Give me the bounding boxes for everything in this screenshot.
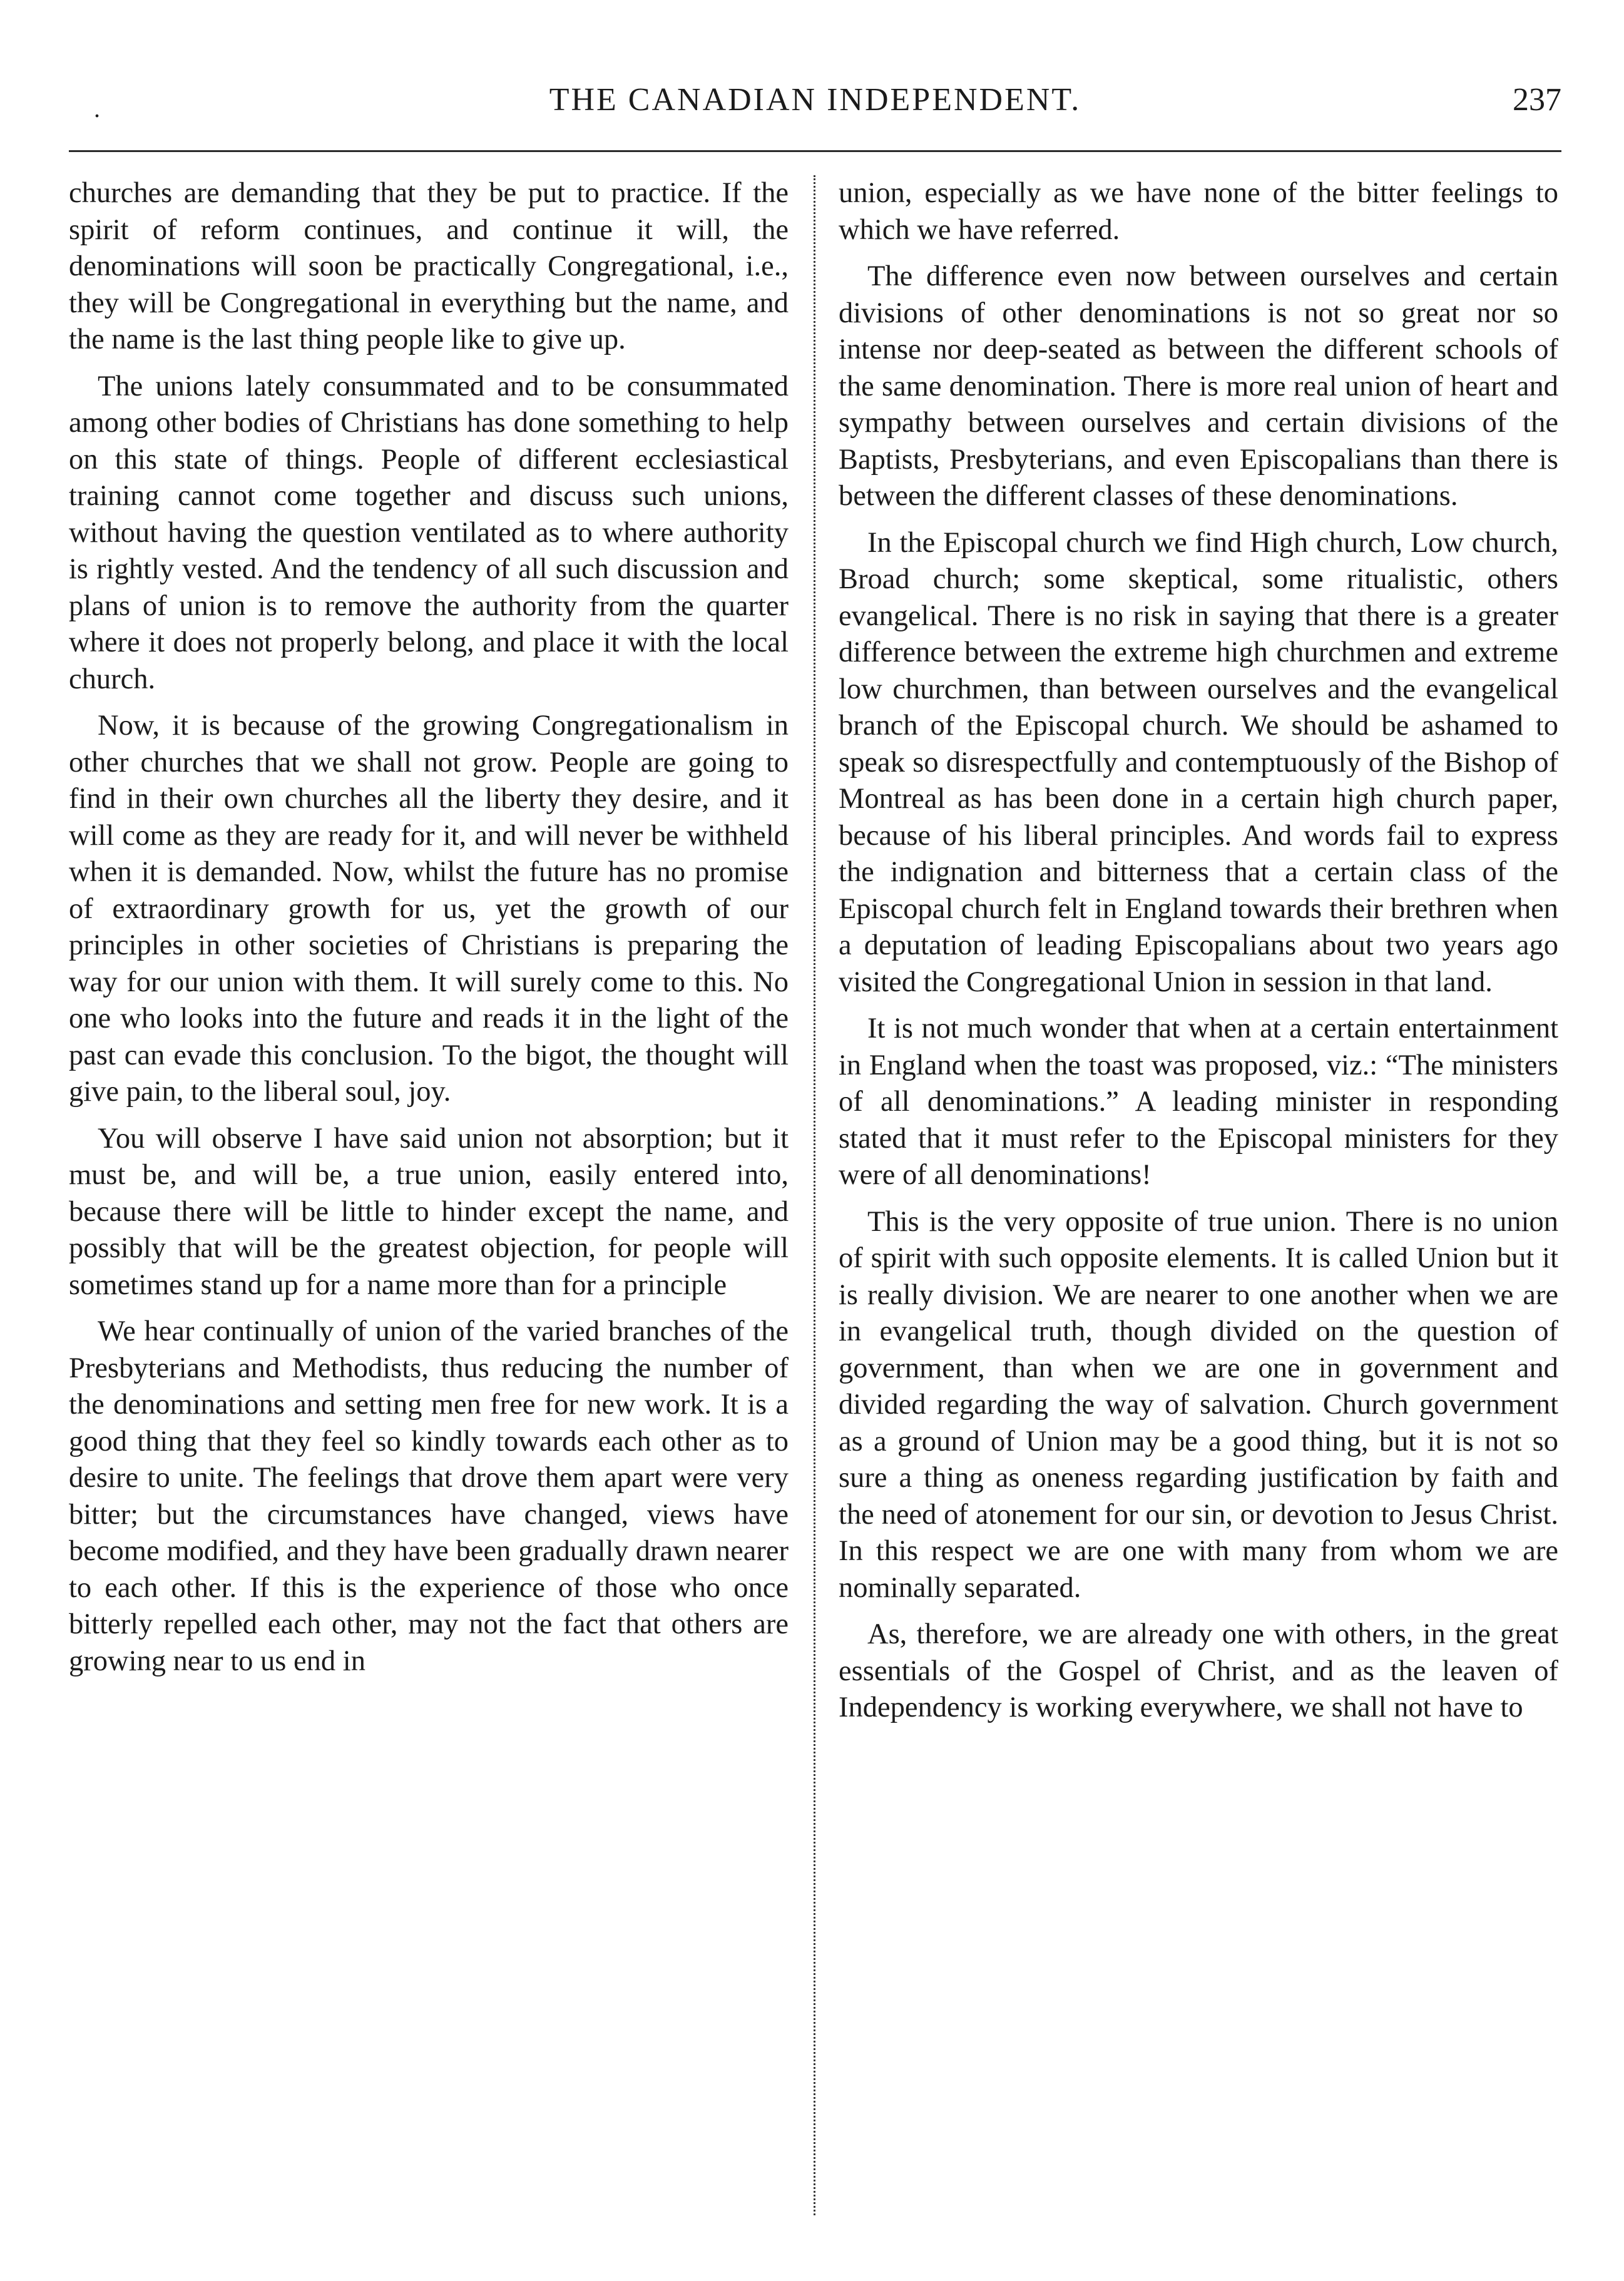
paragraph: The unions lately consummated and to be consummated among other bodies of Christians has done something to help on this state of things. People of different ecclesiastical training cannot come together and discuss such unions, without having the question ventilated as to where authority is rightly vested. And the tendency of all such discussion and plans of union is to remove the authority from the quarter where it does not properly belong, and place it with the local church. bbox=[69, 370, 789, 695]
paragraph: You will observe I have said union not absorption; but it must be, and will be, a true union, easily entered into, because there will be little to hinder except the name, and possibly that will be the greatest objection, for people will sometimes stand up for a name more than for a principle bbox=[69, 1122, 789, 1301]
paragraph: This is the very opposite of true union. There is no union of spirit with such opposite elements. It is called Union but it is really division. We are nearer to one another when we are in evangelical truth, though divided on the question of government, than when we are one in government and divided regarding the way of salvation. Church government as a ground of Union may be a good thing, but it is not so sure a thing as oneness regarding justification by faith and the need of atonement for our sin, or devotion to Jesus Christ. In this respect we are one with many from whom we are nominally separated. bbox=[839, 1205, 1558, 1604]
column-divider bbox=[814, 175, 815, 2215]
paragraph: We hear continually of union of the varied branches of the Presbyterians and Methodists, thus reducing the number of the denominations and setting men free for new work. It is a good thing that they feel so kindly towards each other as to desire to unite. The feelings that drove them apart were very bitter; but the circumstances have changed, views have become modified, and they have been gradually drawn nearer to each other. If this is the experience of those who once bitterly repelled each other, may not the fact that others are growing near to us end in bbox=[69, 1315, 789, 1677]
page bbox=[69, 75, 1561, 2228]
header-mark: . bbox=[94, 94, 100, 123]
running-header bbox=[69, 75, 1561, 152]
paragraph: The difference even now between ourselves and certain divisions of other denominations is not so great nor so intense nor deep-seated as between the different schools of the same denomination. There is more real union of heart and sympathy between ourselves and certain divisions of the Baptists, Presbyterians, and even Episcopalians than there is between the different classes of these denominations. bbox=[839, 260, 1558, 512]
paragraph: Now, it is because of the growing Congregationalism in other churches that we shall not grow. People are going to find in their own churches all the liberty they desire, and it will come as they are ready for it, and will never be withheld when it is demanded. Now, whilst the future has no promise of extraordinary growth for us, yet the growth of our principles in other societies of Christians is preparing the way for our union with them. It will surely come to this. No one who looks into the future and reads it in the light of the past can evade this conclusion. To the bigot, the thought will give pain, to the liberal soul, joy. bbox=[69, 710, 789, 1108]
journal-title: THE CANADIAN INDEPENDENT. bbox=[549, 82, 1081, 118]
paragraph: As, therefore, we are already one with others, in the great essentials of the Gospel of Christ, and as the leaven of Independency is working everywhere, we shall not have to bbox=[839, 1618, 1558, 1723]
paragraph: It is not much wonder that when at a certain entertainment in England when the toast was proposed, viz.: “The ministers of all denominations.” A leading minister in responding stated that it must refer to the Episcopal ministers for they were of all denominations! bbox=[839, 1013, 1558, 1191]
text-columns bbox=[69, 175, 1561, 2215]
page-number: 237 bbox=[1513, 82, 1561, 118]
left-column bbox=[69, 175, 789, 2215]
paragraph: In the Episcopal church we find High church, Low church, Broad church; some skeptical, some ritualistic, others evangelical. There is no risk in saying that there is a greater difference between the extreme high churchmen and extreme low churchmen, than between ourselves and the evangelical branch of the Episcopal church. We should be ashamed to speak so disrespectfully and contemptuously of the Bishop of Montreal as has been done in a certain high church paper, because of his liberal principles. And words fail to express the indignation and bitterness that a certain class of the Episcopal church felt in England towards their brethren when a deputation of leading Episcopalians about two years ago visited the Congregational Union in session in that land. bbox=[839, 526, 1558, 998]
paragraph: union, especially as we have none of the bitter feelings to which we have referred. bbox=[839, 177, 1558, 246]
paragraph: churches are demanding that they be put to practice. If the spirit of reform continues, and continue it will, the denominations will soon be practically Congregational, i.e., they will be Congregational in everything but the name, and the name is the last thing people like to give up. bbox=[69, 177, 789, 355]
right-column bbox=[839, 175, 1558, 2215]
